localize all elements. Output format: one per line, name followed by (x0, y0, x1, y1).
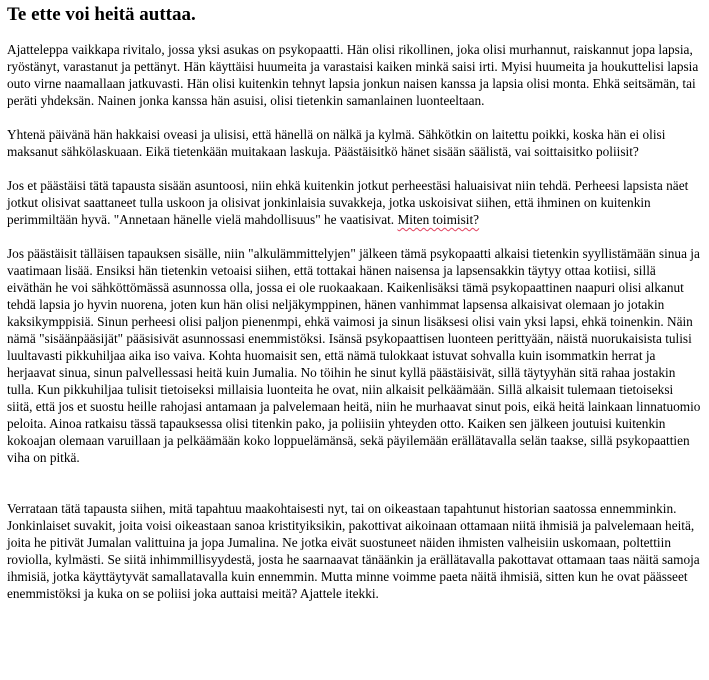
paragraph-2: Yhtenä päivänä hän hakkaisi oveasi ja ulisisi, että hänellä on nälkä ja kylmä. Sähkötkin on laitettu poikki, koska hän ei olisi maksanut sähkölaskuaan. Eikä tietenkään muitakaan laskuja. Päästäisitkö hänet sisään säälistä, vai soittaisitko poliisit? (7, 127, 666, 159)
paragraph-3 (7, 177, 701, 228)
paragraph-5: Verrataan tätä tapausta siihen, mitä tapahtuu maakohtaisesti nyt, tai on oikeastaan tapahtunut historian saatossa ennemminkin. Jonkinlaiset suvakit, joita voisi oikeastaan sanoa kristityiksikin, pakottivat aikoinaan ottamaan niitä ihmisiä ja palvelemaan heitä, joita he pitivät Jumalan valittuina ja jopa Jumalina. Ne jotka eivät suostuneet näiden ihmisten valheisiin uskomaan, poltettiin roviolla, kylmästi. Se siitä inhimmillisyydestä, josta he saarnaavat tänäänkin ja erällätavalla pakottavat ottamaan taas näitä samoja ihmisiä, jotka käyttäytyvät samallatavalla kuin ennemmin. Mutta minne voimme paeta näitä ihmisiä, sitten kun he ovat päässeet enemmistöksi ja kuka on se poliisi joka auttaisi meitä? Ajattele itekki. (7, 501, 700, 601)
page-title: Te ette voi heitä auttaa. (7, 4, 196, 25)
paragraph-4: Jos päästäisit tälläisen tapauksen sisälle, niin "alkulämmittelyjen" jälkeen tämä psykopaatti alkaisi tietenkin syyllistämään sinua ja vaatimaan lisää. Ensiksi hän tietenkin vetoaisi siihen, että tottakai hänen naisensa ja lapsensakkin täytyy ottaa kotiisi, sillä eiväthän he voi sähköttömässä asunnossa olla, jossa ei ole ruokaakaan. Kaikenlisäksi tämä psykopaattinen naapuri olisi alkanut tehdä lapsia jo hyvin nuorena, joten kun hän olisi neljäkymppinen, hänen vanhimmat lapsensa alkaisivat olemaan jo jotakin kaksikymppisiä. Sinun perheesi olisi paljon pienenmpi, ehkä vaimosi ja sinun lisäksesi olisi vain yksi lapsi, ehkä toinenkin. Näin nämä "sisäänpääsijät" pääsisivät asunnossasi enemmistöksi. Isänsä psykopaattisen luonteen perittyään, näistä nuorukaisista tulisi luultavasti pikkuhiljaa aika iso vaiva. Kohta huomaisit sen, että nämä tulokkaat istuvat sohvalla kuin isommatkin herrat ja herjaavat sinua, sinun palvellessasi heitä kuin Jumalia. No töihin he sinut kyllä päästäisivät, sillä täytyyhän sitä rahaa jostakin tulla. Kun pikkuhiljaa tulisit tietoiseksi millaisia luonteita he ovat, niin alkaisit pelkäämään. Sillä alkaisit tulemaan tietoiseksi siitä, että jos et suostu heille rahojasi antamaan ja palvelemaan heitä, niin he murhaavat sinut pois, eikä heitä lainkaan linnatuomio peloita. Ainoa ratkaisu tässä tapauksessa olisi titenkin pako, ja poliisiin yhteyden otto. Kaiken sen jälkeen joutuisi kuitenkin kokoajan olemaan varuillaan ja pelkäämään koko loppuelämänsä, sekä päyilemään erällätavalla selän taakse, sillä psykopaattien viha on pitkä. (7, 246, 701, 465)
paragraph-3-text: Jos et päästäisi tätä tapausta sisään asuntoosi, niin ehkä kuitenkin jotkut perheestäsi haluaisivat niin tehdä. Perheesi lapsista näet jotkut olisivat saattaneet tulla uskoon ja olisivat jonkinlaisia suvakkeja, jotka uskoisivat siihen, että ihminen on kuitenkin perimmiltään hyvä. "Annetaan hänelle vielä mahdollisuus" he vaatisivat. (7, 178, 689, 227)
paragraph-1: Ajatteleppa vaikkapa rivitalo, jossa yksi asukas on psykopaatti. Hän olisi rikollinen, joka olisi murhannut, raiskannut jopa lapsia, ryöstänyt, varastanut ja pettänyt. Hän käyttäisi huumeita ja varastaisi kaiken minkä saisi irti. Myisi huumeita ja houkuttelisi lapsia outo virne naamallaan jatkuvasti. Hän olisi kuitenkin tehnyt lapsia jonkun naisen kanssa ja lapsia olisi monta. Ehkä seitsämän, tai peräti yhdeksän. Nainen jonka kanssa hän asuisi, olisi tietenkin samanlainen luonteeltaan. (7, 42, 699, 108)
spellcheck-underlined-question: Miten toimisit? (397, 212, 480, 227)
